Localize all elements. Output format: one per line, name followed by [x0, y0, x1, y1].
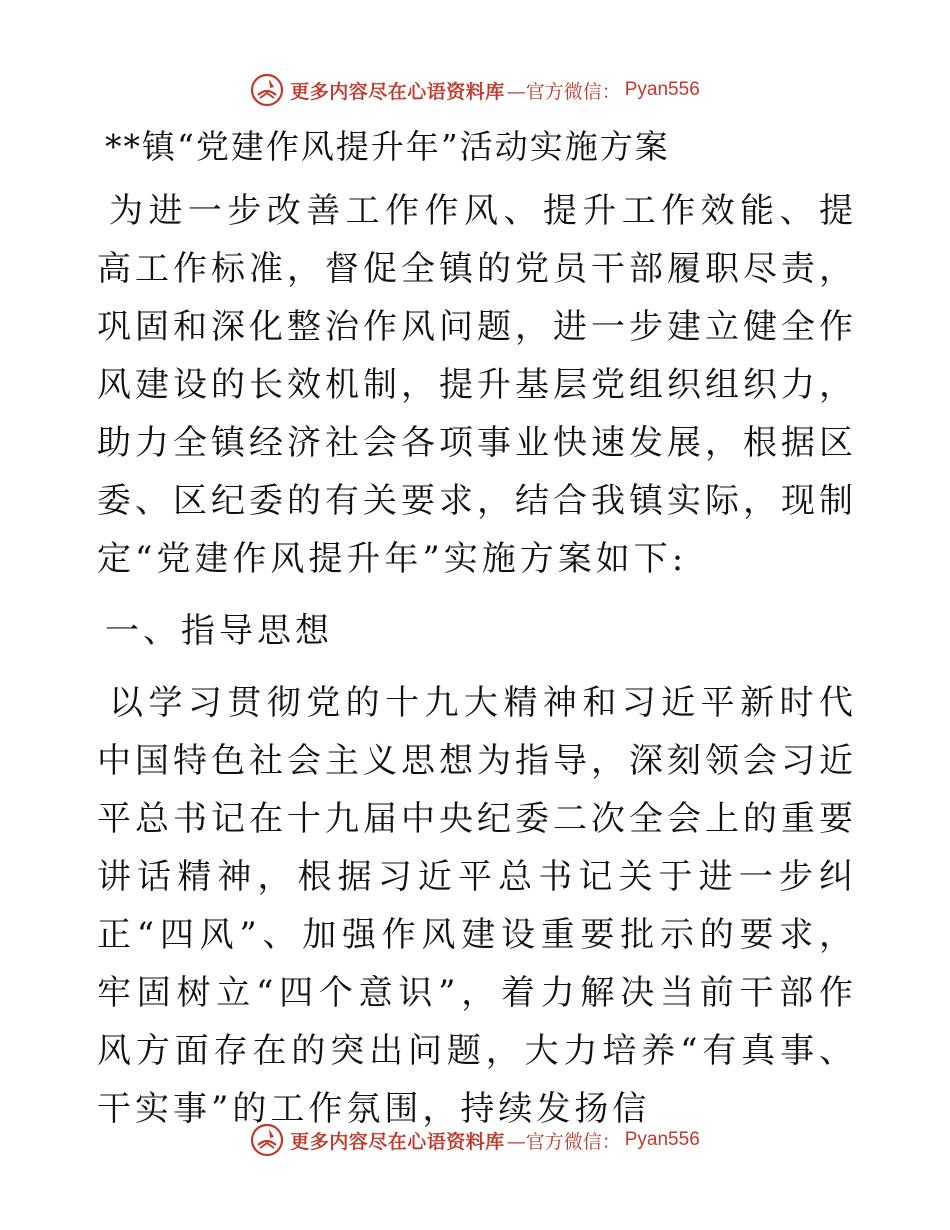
- book-quill-logo-icon: [250, 73, 284, 107]
- document-title: **镇“党建作风提升年”活动实施方案: [105, 127, 670, 166]
- watermark-separator: —官方微信：: [506, 80, 621, 103]
- watermark-handle: Pyan556: [624, 79, 700, 100]
- document-body: [97, 122, 857, 1138]
- section-paragraph: 以学习贯彻党的十九大精神和习近平新时代中国特色社会主义思想为指导，深刻领会习近平总书记在十九届中央纪委二次全会上的重要讲话精神，根据习近平总书记关于进一步纠正“四风”、加强作风建设重要批示的要求，牢固树立“四个意识”，着力解决当前干部作风方面存在的突出问题，大力培养“有真事、干实事”的工作氛围，持续发扬信: [97, 683, 857, 1129]
- footer-watermark: [0, 1120, 950, 1160]
- watermark-separator: —官方微信：: [506, 1130, 621, 1153]
- watermark-text: 更多内容尽在心语资料库: [290, 1130, 505, 1153]
- header-watermark: [0, 70, 950, 110]
- intro-paragraph: 为进一步改善工作作风、提升工作效能、提高工作标准，督促全镇的党员干部履职尽责，巩固和深化整治作风问题，进一步建立健全作风建设的长效机制，提升基层党组织组织力，助力全镇经济社会各项事业快速发展，根据区委、区纪委的有关要求，结合我镇实际，现制定“党建作风提升年”实施方案如下:: [97, 191, 857, 579]
- watermark-text: 更多内容尽在心语资料库: [290, 80, 505, 103]
- book-quill-logo-icon: [250, 1123, 284, 1157]
- section-heading: 一、指导思想: [105, 611, 333, 651]
- watermark-handle: Pyan556: [624, 1129, 700, 1150]
